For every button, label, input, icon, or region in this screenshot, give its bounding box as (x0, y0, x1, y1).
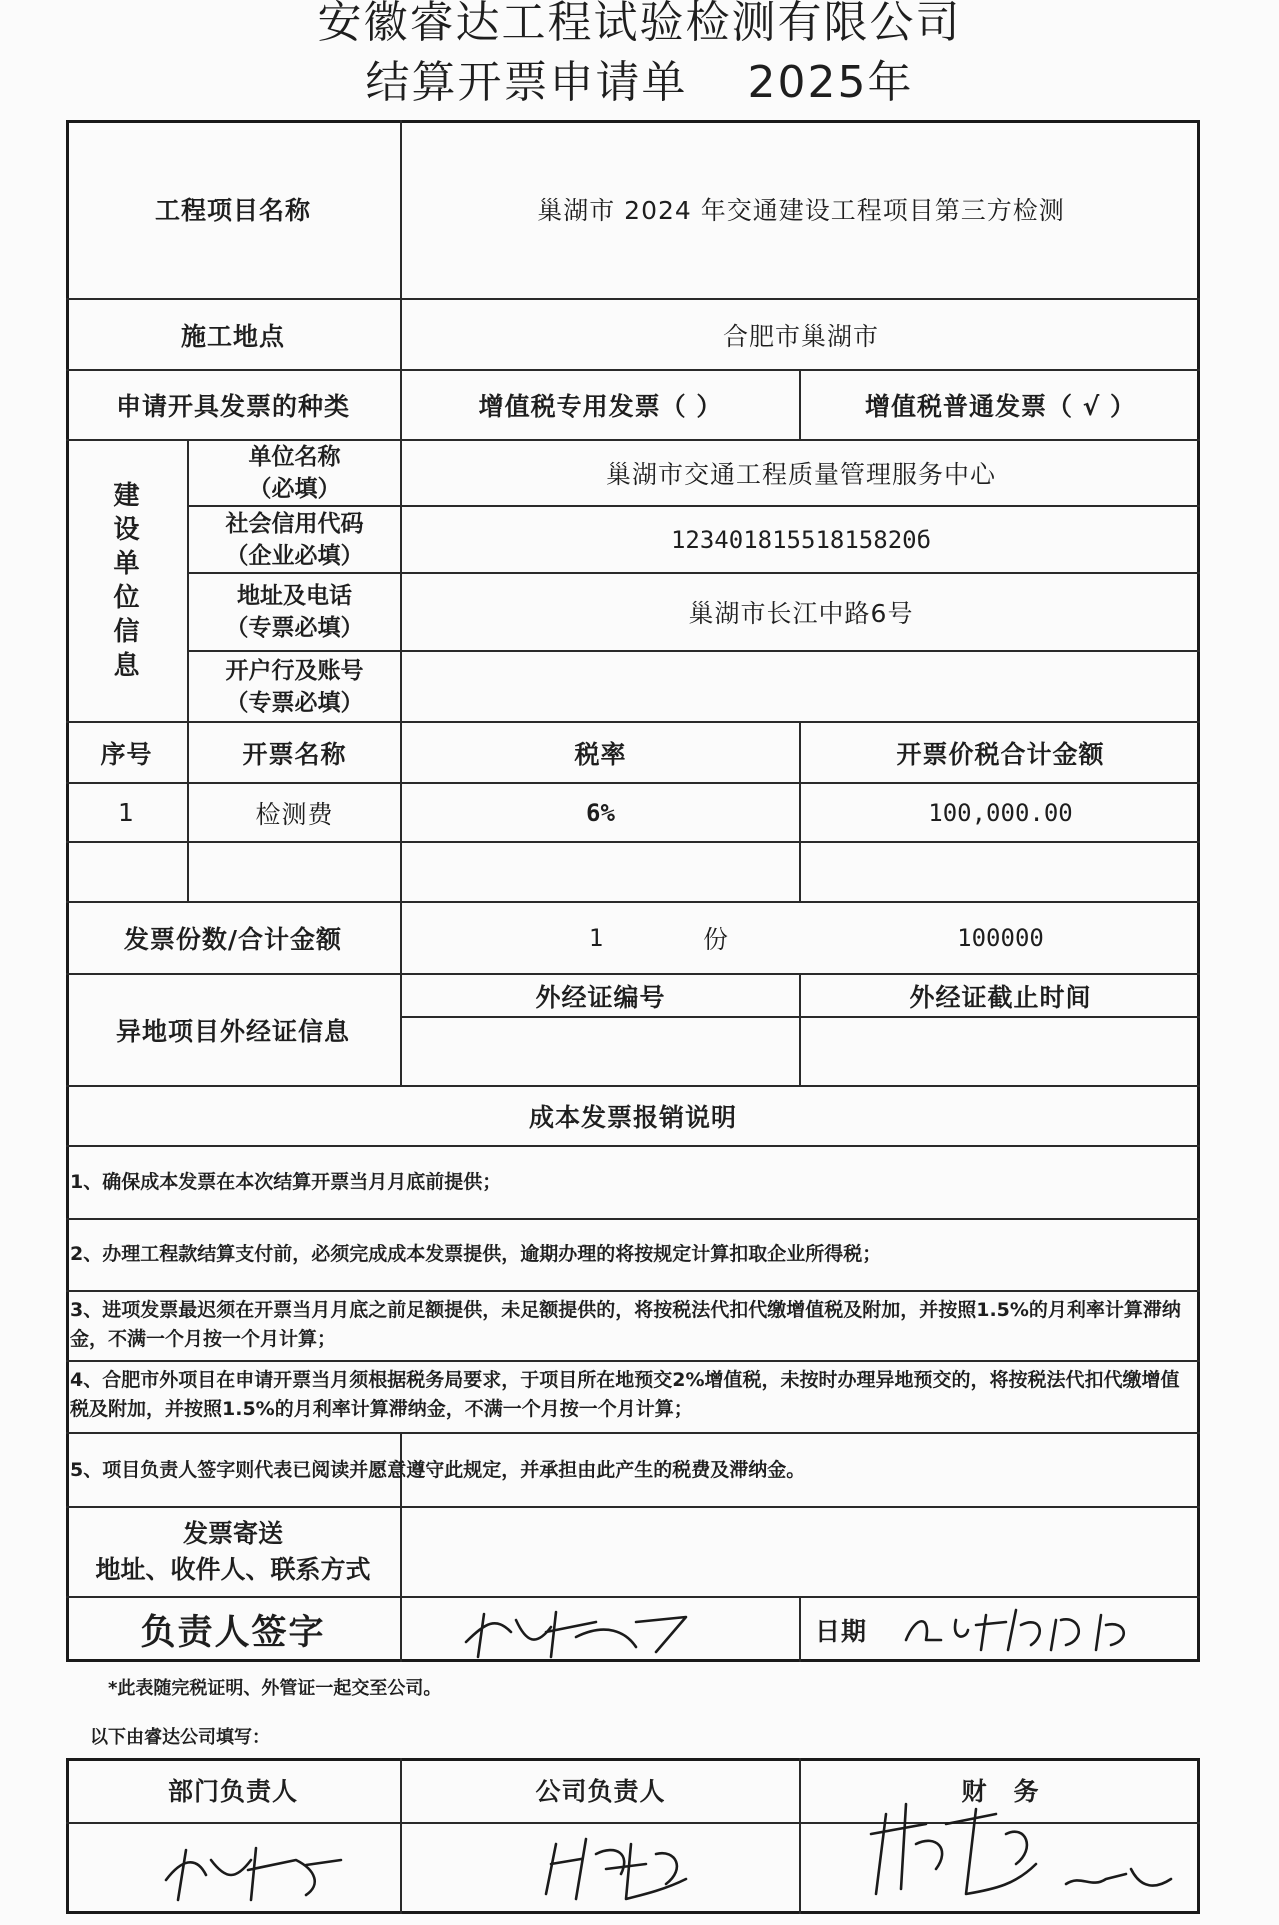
invoice-type-normal: 增值税普通发票（ √ ） (864, 392, 1137, 421)
credit-code-label (189, 507, 400, 572)
finance-label: 财 务 (961, 1777, 1040, 1806)
builder-char: 位 (113, 583, 140, 613)
label-line: （必填） (248, 476, 341, 502)
finance-signature (866, 1794, 1196, 1912)
date-label: 日期 (814, 1617, 867, 1646)
col-header-amount: 开票价税合计金额 (896, 739, 1105, 769)
label-line: （专票必填） (225, 689, 364, 716)
site-value: 合肥市巢湖市 (722, 321, 879, 351)
label-line: 发票寄送 (182, 1519, 283, 1548)
approval-table (66, 1758, 1200, 1914)
note-item-5: 5、项目负责人签字则代表已阅读并愿意遵守此规定，并承担由此产生的税费及滞纳金。 (70, 1459, 806, 1481)
invoice-type-special: 增值税专用发票（ ） (478, 392, 723, 421)
builder-name-label (189, 441, 400, 505)
builder-char: 信 (113, 617, 140, 647)
item-index: 1 (118, 798, 135, 827)
label-line: 地址及电话 (237, 583, 352, 609)
bank-account-value (402, 652, 1200, 721)
col-header-item-name: 开票名称 (242, 739, 347, 769)
company-name: 安徽睿达工程试验检测有限公司 (317, 0, 962, 48)
item-amount: 100,000.00 (928, 798, 1073, 827)
address-phone-value: 巢湖市长江中路6号 (688, 599, 914, 628)
note-item-3: 3、进项发票最迟须在开票当月月底之前足额提供，未足额提供的，将按税法代扣代缴增值税及附加，并按照1.5%的月利率计算滞纳金，不满一个月按一个月计算； (70, 1299, 1181, 1350)
invoice-count-unit: 份 (702, 925, 729, 954)
bank-account-label (189, 652, 400, 721)
project-name-value: 巢湖市 2024 年交通建设工程项目第三方检测 (537, 196, 1065, 225)
responsible-signature (456, 1602, 716, 1662)
delivery-label (66, 1508, 400, 1596)
label-line: 地址、收件人、联系方式 (95, 1555, 371, 1584)
invoice-count: 1 (588, 924, 604, 952)
builder-char: 息 (113, 651, 140, 681)
note-item-4: 4、合肥市外项目在申请开票当月须根据税务局要求，于项目所在地预交2%增值税，未按时办理异地预交的，将按税法代扣代缴增值税及附加，并按照1.5%的月利率计算滞纳金，不满一个月按一个月计算； (70, 1369, 1180, 1420)
builder-name-value: 巢湖市交通工程质量管理服务中心 (605, 460, 996, 489)
signature-label: 负责人签字 (140, 1613, 326, 1653)
dept-head-label: 部门负责人 (167, 1777, 298, 1806)
item-name: 检测费 (255, 799, 334, 829)
note-item-1: 1、确保成本发票在本次结算开票当月月底前提供； (70, 1171, 502, 1193)
builder-char: 设 (113, 515, 140, 545)
settlement-form (66, 120, 1200, 1662)
notes-title: 成本发票报销说明 (528, 1103, 737, 1132)
form-title-text: 结算开票申请单 (365, 57, 688, 108)
note-item-2: 2、办理工程款结算支付前，必须完成成本发票提供，逾期办理的将按规定计算扣取企业所得税； (70, 1243, 882, 1265)
builder-info-group-label (66, 441, 187, 721)
dept-head-signature (156, 1830, 356, 1910)
total-amount: 100000 (957, 924, 1044, 952)
site-label: 施工地点 (180, 321, 285, 351)
label-line: 单位名称 (248, 444, 341, 470)
totals-label: 发票份数/合计金额 (123, 925, 343, 954)
address-phone-label (189, 574, 400, 650)
date-handwritten (896, 1600, 1196, 1660)
label-line: （专票必填） (225, 615, 364, 641)
form-year: 2025年 (747, 57, 914, 108)
remote-cert-deadline-label: 外经证截止时间 (909, 982, 1092, 1012)
company-head-label: 公司负责人 (535, 1777, 666, 1806)
footnote: *此表随完税证明、外管证一起交至公司。 (108, 1678, 442, 1699)
col-header-index: 序号 (100, 739, 153, 769)
company-fill-note: 以下由睿达公司填写： (90, 1727, 270, 1748)
invoice-type-label: 申请开具发票的种类 (115, 392, 350, 421)
item-tax-rate: 6% (586, 798, 615, 827)
label-line: 社会信用代码 (225, 510, 364, 537)
credit-code-value: 12340181551815820б (670, 525, 932, 554)
remote-project-label: 异地项目外经证信息 (115, 1017, 350, 1046)
remote-cert-number-label: 外经证编号 (535, 982, 666, 1012)
form-title (0, 46, 1279, 110)
builder-char: 单 (113, 549, 140, 579)
builder-char: 建 (113, 481, 140, 511)
label-line: 开户行及账号 (225, 657, 364, 684)
project-name-label: 工程项目名称 (154, 196, 311, 225)
company-head-signature (536, 1824, 736, 1910)
col-header-tax-rate: 税率 (574, 739, 627, 769)
label-line: （企业必填） (225, 542, 364, 569)
